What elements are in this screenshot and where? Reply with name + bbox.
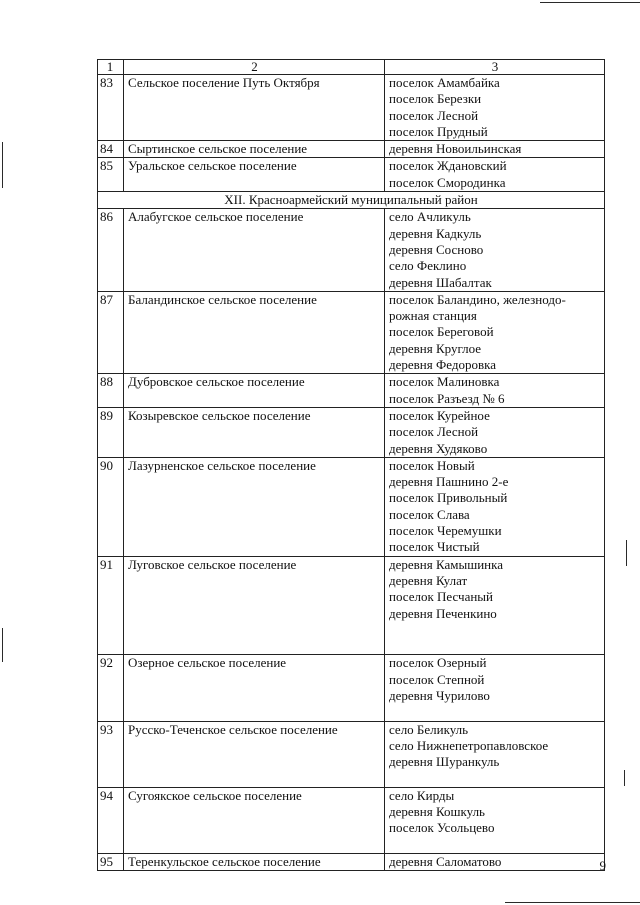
scan-mark-right-1 bbox=[626, 540, 627, 566]
localities-cell bbox=[385, 556, 605, 655]
locality-item: село Ачликуль bbox=[389, 209, 471, 225]
locality-item: поселок Чистый bbox=[389, 539, 480, 555]
locality-item: поселок Озерный bbox=[389, 655, 487, 671]
localities-cell bbox=[385, 141, 605, 158]
locality-item: деревня Чурилово bbox=[389, 687, 490, 703]
blank-line bbox=[389, 704, 601, 720]
locality-item: поселок Береговой bbox=[389, 324, 494, 340]
settlement-name: Сугоякское сельское поселение bbox=[124, 787, 385, 853]
section-title: XII. Красноармейский муниципальный район bbox=[98, 192, 605, 209]
row-number: 89 bbox=[98, 407, 124, 457]
scan-mark-left-1 bbox=[2, 142, 3, 188]
locality-item: деревня Шабалтак bbox=[389, 274, 492, 290]
locality-item: деревня Худяково bbox=[389, 440, 488, 456]
settlement-name: Лазурненское сельское поселение bbox=[124, 457, 385, 556]
table-row bbox=[98, 457, 605, 556]
settlement-name: Русско-Теченское сельское поселение bbox=[124, 721, 385, 787]
locality-item: деревня Кулат bbox=[389, 572, 468, 588]
localities-cell bbox=[385, 457, 605, 556]
row-number: 95 bbox=[98, 853, 124, 870]
localities-cell bbox=[385, 853, 605, 870]
locality-item: деревня Федоровка bbox=[389, 357, 496, 373]
locality-item: поселок Амамбайка bbox=[389, 75, 500, 90]
locality-item: поселок Усольцево bbox=[389, 820, 495, 836]
table-row bbox=[98, 291, 605, 373]
localities-cell bbox=[385, 158, 605, 192]
scan-mark-right-2 bbox=[624, 770, 625, 786]
row-number: 87 bbox=[98, 291, 124, 373]
table-row bbox=[98, 75, 605, 141]
locality-item: деревня Кошкуль bbox=[389, 804, 485, 820]
locality-item: село Кирды bbox=[389, 787, 455, 803]
blank-line bbox=[389, 638, 601, 654]
settlement-name: Озерное сельское поселение bbox=[124, 655, 385, 721]
row-number: 92 bbox=[98, 655, 124, 721]
locality-item: деревня Кадкуль bbox=[389, 225, 482, 241]
table-row bbox=[98, 141, 605, 158]
row-number: 90 bbox=[98, 457, 124, 556]
locality-item: поселок Лесной bbox=[389, 424, 479, 440]
scan-mark-left-2 bbox=[2, 628, 3, 662]
table-row bbox=[98, 853, 605, 870]
row-number: 88 bbox=[98, 374, 124, 408]
table-row bbox=[98, 556, 605, 655]
locality-item: деревня Саломатово bbox=[389, 853, 502, 869]
table-row bbox=[98, 787, 605, 853]
row-number: 84 bbox=[98, 141, 124, 158]
locality-item: поселок Лесной bbox=[389, 107, 479, 123]
table-row bbox=[98, 721, 605, 787]
blank-line bbox=[389, 837, 601, 853]
scan-mark-bottom-right bbox=[505, 902, 640, 903]
settlement-name: Дубровское сельское поселение bbox=[124, 374, 385, 408]
table-header-col-2: 2 bbox=[124, 60, 385, 75]
table-row bbox=[98, 158, 605, 192]
table-row bbox=[98, 374, 605, 408]
localities-cell bbox=[385, 787, 605, 853]
locality-item: поселок Новый bbox=[389, 457, 475, 473]
locality-item: поселок Курейное bbox=[389, 407, 490, 423]
settlement-name: Луговское сельское поселение bbox=[124, 556, 385, 655]
settlement-name: Алабугское сельское поселение bbox=[124, 209, 385, 291]
locality-item: деревня Сосново bbox=[389, 241, 484, 257]
table-header-col-1: 1 bbox=[98, 60, 124, 75]
blank-line bbox=[389, 622, 601, 638]
locality-item: деревня Новоильинская bbox=[389, 141, 522, 157]
row-number: 85 bbox=[98, 158, 124, 192]
row-number: 94 bbox=[98, 787, 124, 853]
localities-cell bbox=[385, 655, 605, 721]
page-number: 9 bbox=[599, 858, 606, 873]
table-header-col-3: 3 bbox=[385, 60, 605, 75]
row-number: 83 bbox=[98, 75, 124, 141]
locality-item: поселок Черемушки bbox=[389, 523, 502, 539]
section-row bbox=[98, 192, 605, 209]
settlements-table-body bbox=[98, 60, 605, 871]
localities-cell bbox=[385, 209, 605, 291]
locality-item: поселок Ждановский bbox=[389, 158, 507, 174]
settlement-name: Сыртинское сельское поселение bbox=[124, 141, 385, 158]
locality-item: поселок Баландино, железнодо- bbox=[389, 291, 566, 307]
locality-item: поселок Смородинка bbox=[389, 174, 506, 190]
settlement-name: Козыревское сельское поселение bbox=[124, 407, 385, 457]
localities-cell bbox=[385, 75, 605, 141]
blank-line bbox=[389, 770, 601, 786]
locality-item: деревня Круглое bbox=[389, 340, 482, 356]
locality-item: поселок Степной bbox=[389, 671, 485, 687]
table-row bbox=[98, 209, 605, 291]
locality-item: рожная станция bbox=[389, 308, 477, 324]
locality-item: поселок Привольный bbox=[389, 490, 508, 506]
locality-item: деревня Шуранкуль bbox=[389, 754, 500, 770]
scan-mark-top-right bbox=[540, 2, 640, 3]
settlement-name: Уральское сельское поселение bbox=[124, 158, 385, 192]
row-number: 93 bbox=[98, 721, 124, 787]
locality-item: поселок Прудный bbox=[389, 123, 488, 139]
settlement-name: Теренкульское сельское поселение bbox=[124, 853, 385, 870]
locality-item: поселок Слава bbox=[389, 506, 470, 522]
locality-item: село Феклино bbox=[389, 258, 467, 274]
settlements-table bbox=[97, 59, 605, 871]
localities-cell bbox=[385, 721, 605, 787]
localities-cell bbox=[385, 291, 605, 373]
locality-item: деревня Пашнино 2-е bbox=[389, 474, 509, 490]
row-number: 86 bbox=[98, 209, 124, 291]
locality-item: поселок Разъезд № 6 bbox=[389, 390, 505, 406]
locality-item: деревня Печенкино bbox=[389, 605, 497, 621]
locality-item: село Нижнепетропавловское bbox=[389, 737, 549, 753]
localities-cell bbox=[385, 374, 605, 408]
localities-cell bbox=[385, 407, 605, 457]
settlement-name: Баландинское сельское поселение bbox=[124, 291, 385, 373]
locality-item: поселок Песчаный bbox=[389, 589, 493, 605]
settlement-name: Сельское поселение Путь Октября bbox=[124, 75, 385, 141]
table-header-row bbox=[98, 60, 605, 75]
locality-item: поселок Малиновка bbox=[389, 374, 500, 390]
locality-item: деревня Камышинка bbox=[389, 556, 504, 572]
row-number: 91 bbox=[98, 556, 124, 655]
locality-item: село Беликуль bbox=[389, 721, 469, 737]
locality-item: поселок Березки bbox=[389, 91, 482, 107]
table-row bbox=[98, 655, 605, 721]
table-row bbox=[98, 407, 605, 457]
